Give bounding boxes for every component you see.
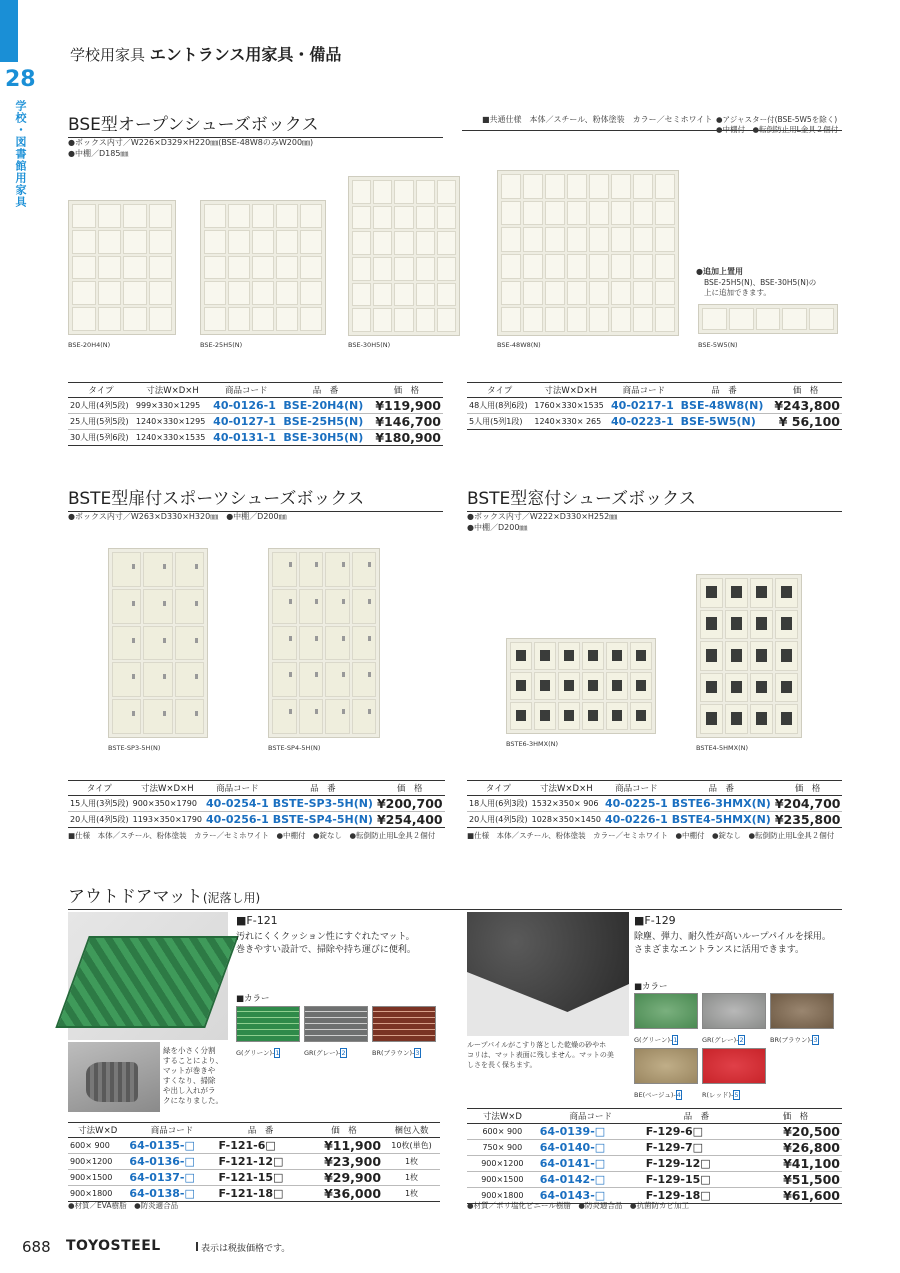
cell-type: 20人用(4列5段) — [467, 812, 530, 828]
cell-price: ¥29,900 — [305, 1170, 383, 1186]
swatch-label — [770, 1035, 819, 1044]
bse-table-left — [68, 382, 443, 446]
f121-color-label: ■カラー — [236, 994, 270, 1004]
cell-price: ¥180,900 — [370, 430, 443, 446]
cell-part: F-129-15□ — [644, 1172, 749, 1188]
f121-footer: ●材質／EVA樹脂 ●防炎適合品 — [68, 1201, 179, 1210]
cell-code: 40-0256-1 — [206, 813, 269, 826]
th: 価 格 — [773, 781, 843, 796]
side-category: 学校・図書館用家具 — [14, 100, 27, 208]
swatch-label-text: GR(グレー)- — [304, 1049, 341, 1057]
swatch-beige — [634, 1048, 698, 1084]
bste-win-spec: ■仕様 本体／スチール、粉体塗装 カラー／セミホワイト ●中棚付 ●錠なし ●転倒防止用L金具２個付 — [467, 831, 835, 840]
cell-price: ¥41,100 — [749, 1156, 842, 1172]
table-row — [68, 1154, 440, 1170]
header-title: エントランス用家具・備品 — [149, 45, 342, 64]
caption: BSE-25H5(N) — [200, 341, 243, 349]
note-line: マットが巻きや — [163, 1066, 216, 1075]
swatch-code: 3 — [415, 1049, 420, 1057]
th: 商品コード — [127, 1123, 216, 1138]
bste-sp-title: BSTE型扉付スポーツシューズボックス — [68, 484, 443, 512]
swatch-code: 1 — [275, 1049, 280, 1057]
cell-size: 1193×350×1790 — [131, 812, 204, 828]
th: 価 格 — [370, 383, 443, 398]
note-line: クになりました。 — [163, 1096, 223, 1105]
note-line: すくなり、掃除 — [163, 1076, 216, 1085]
side-tab-bar — [0, 0, 18, 62]
bse-5w5-image — [698, 304, 838, 334]
cell-part: BSE-48W8(N) — [679, 398, 770, 414]
cell-code: 64-0136-□ — [127, 1154, 216, 1170]
cell-pack: 10枚(単色) — [383, 1138, 440, 1154]
th: 寸法W×D×H — [134, 383, 211, 398]
bste-sp-table — [68, 780, 445, 828]
swatch-label — [634, 1090, 682, 1099]
swatch-label — [372, 1048, 421, 1057]
bar-icon — [196, 1242, 198, 1251]
f129-desc-1: 除塵、弾力、耐久性が高いループパイルを採用。 — [634, 932, 831, 942]
cell-code: 64-0141-□ — [538, 1156, 644, 1172]
bse-common-spec-1: ■共通仕様 本体／スチール、粉体塗装 カラー／セミホワイト — [482, 115, 713, 124]
note-line: や出し入れがラ — [163, 1086, 216, 1095]
cell-size: 750× 900 — [467, 1140, 538, 1156]
cell-size: 900×1800 — [68, 1186, 127, 1202]
bste-win-note1: ●ボックス内寸／W222×D330×H252㎜ — [467, 512, 618, 521]
th: 寸法W×D — [68, 1123, 127, 1138]
swatch-green — [236, 1006, 300, 1042]
cell-price: ¥61,600 — [749, 1188, 842, 1204]
cell-code: 64-0137-□ — [127, 1170, 216, 1186]
cell-code: 40-0254-1 — [206, 797, 269, 810]
th: 寸法W×D — [467, 1109, 538, 1124]
th: タイプ — [467, 383, 532, 398]
table-row — [467, 414, 842, 430]
bste6-3hmx-image — [506, 638, 656, 734]
black-loop-mat-shape — [467, 912, 629, 1012]
table-row — [68, 430, 443, 446]
page-number: 688 — [22, 1238, 51, 1256]
table-row — [467, 812, 842, 828]
mat-title — [68, 882, 842, 910]
cell-part: F-129-18□ — [644, 1188, 749, 1204]
cell-size: 1240×330× 265 — [532, 414, 609, 430]
mat-title-sub: (泥落し用) — [202, 891, 261, 905]
th: タイプ — [467, 781, 530, 796]
table-row — [467, 1140, 842, 1156]
table-header-row — [68, 1123, 440, 1138]
f129-desc-2: さまざまなエントランスに活用できます。 — [634, 945, 805, 955]
swatch-label — [634, 1035, 678, 1044]
cell-part: BSTE-SP3-5H(N) — [272, 797, 373, 810]
cell-type: 30人用(5列6段) — [68, 430, 134, 446]
f121-image — [68, 912, 228, 1040]
th: 商品コード — [211, 383, 281, 398]
cell-size: 900×1800 — [467, 1188, 538, 1204]
cell-code: 40-0226-1 — [605, 813, 668, 826]
th: 品 番 — [644, 1109, 749, 1124]
th: 品 番 — [679, 383, 770, 398]
caption: BSE-5W5(N) — [698, 341, 738, 349]
cell-size: 999×330×1295 — [134, 398, 211, 414]
th: 価 格 — [769, 383, 842, 398]
cell-price: ¥235,800 — [774, 812, 841, 827]
cell-size: 900×1200 — [467, 1156, 538, 1172]
th: 寸法W×D×H — [131, 781, 204, 796]
f129-image-note — [467, 1040, 614, 1070]
table-row — [467, 1172, 842, 1188]
cell-part: BSE-5W5(N) — [679, 414, 770, 430]
f121-roll-image — [68, 1042, 160, 1112]
caption: BSE-30H5(N) — [348, 341, 391, 349]
cell-type: 25人用(5列5段) — [68, 414, 134, 430]
cell-price: ¥23,900 — [305, 1154, 383, 1170]
swatch-label-text: BE(ベージュ)- — [634, 1091, 676, 1099]
th: 価 格 — [305, 1123, 383, 1138]
cell-size: 900×1500 — [467, 1172, 538, 1188]
cell-part: BSTE6-3HMX(N) — [671, 797, 771, 810]
cell-price: ¥254,400 — [376, 812, 443, 827]
th: 商品コード — [538, 1109, 644, 1124]
cell-price: ¥243,800 — [769, 398, 842, 414]
cell-size: 600× 900 — [68, 1138, 127, 1154]
table-row — [68, 812, 445, 828]
f121-table — [68, 1122, 440, 1202]
cell-type: 20人用(4列5段) — [68, 398, 134, 414]
cell-pack: 1枚 — [383, 1170, 440, 1186]
cell-part: BSTE-SP4-5H(N) — [272, 813, 373, 826]
bse-25h5-image — [200, 200, 326, 335]
cell-part: F-129-6□ — [644, 1124, 749, 1140]
th: 品 番 — [216, 1123, 304, 1138]
table-row — [467, 398, 842, 414]
table-header-row — [467, 1109, 842, 1124]
swatch-code: 1 — [673, 1036, 678, 1044]
brand-logo: TOYOSTEEL — [66, 1238, 161, 1254]
note-line: ループパイルがこすり落とした乾燥の砂やホ — [467, 1041, 607, 1049]
cell-size: 900×1200 — [68, 1154, 127, 1170]
bse-title: BSE型オープンシューズボックス — [68, 110, 443, 138]
table-row — [68, 1170, 440, 1186]
cell-code: 64-0140-□ — [538, 1140, 644, 1156]
bste-sp-note: ●ボックス内寸／W263×D330×H320㎜ ●中棚／D200㎜ — [68, 512, 287, 521]
swatch-red — [702, 1048, 766, 1084]
th: 価 格 — [749, 1109, 842, 1124]
swatch-label — [702, 1035, 745, 1044]
addon-text-1: BSE-25H5(N)、BSE-30H5(N)の — [704, 278, 817, 287]
cell-size: 600× 900 — [467, 1124, 538, 1140]
tax-note-text: 表示は税抜価格です。 — [201, 1244, 291, 1254]
bste-win-table — [467, 780, 842, 828]
th: 品 番 — [271, 781, 375, 796]
bse-table-right — [467, 382, 842, 430]
cell-size: 1532×350× 906 — [530, 796, 603, 812]
th: 商品コード — [609, 383, 679, 398]
swatch-gray — [702, 993, 766, 1029]
th: 品 番 — [670, 781, 773, 796]
cell-part: BSE-20H4(N) — [281, 398, 369, 414]
cell-part: F-121-18□ — [216, 1186, 304, 1202]
note-line: しさを長く保ちます。 — [467, 1061, 537, 1069]
page-header — [70, 42, 341, 65]
note-line: することにより、 — [163, 1056, 223, 1065]
cell-code: 40-0127-1 — [211, 414, 281, 430]
cell-price: ¥119,900 — [370, 398, 443, 414]
bse-note2: ●中棚／D185㎜ — [68, 149, 129, 158]
cell-size: 900×1500 — [68, 1170, 127, 1186]
bste4-5hmx-image — [696, 574, 802, 738]
cell-part: F-121-6□ — [216, 1138, 304, 1154]
swatch-code: 5 — [734, 1091, 739, 1099]
header-prefix: 学校用家具 — [70, 46, 146, 64]
swatch-gray — [304, 1006, 368, 1042]
cell-type: 20人用(4列5段) — [68, 812, 131, 828]
swatch-code: 4 — [676, 1091, 681, 1099]
addon-title: ●追加上置用 — [696, 267, 743, 276]
cell-part: F-121-12□ — [216, 1154, 304, 1170]
cell-part: BSE-30H5(N) — [281, 430, 369, 446]
bse-30h5-image — [348, 176, 460, 336]
f129-footer: ●材質／ポリ塩化ビニール樹脂 ●防炎適合品 ●抗菌防カビ加工 — [467, 1201, 689, 1210]
f129-table — [467, 1108, 842, 1204]
swatch-label — [702, 1090, 740, 1099]
note-line: 緑を小さく分割 — [163, 1046, 216, 1055]
cell-size: 1760×330×1535 — [532, 398, 609, 414]
cell-part: F-129-12□ — [644, 1156, 749, 1172]
cell-price: ¥36,000 — [305, 1186, 383, 1202]
cell-code: 64-0138-□ — [127, 1186, 216, 1202]
cell-size: 1240×330×1535 — [134, 430, 211, 446]
green-mat-shape — [55, 936, 238, 1028]
table-header-row — [467, 383, 842, 398]
th: 価 格 — [375, 781, 445, 796]
cell-price: ¥ 56,100 — [769, 414, 842, 430]
cell-code: 64-0139-□ — [538, 1124, 644, 1140]
cell-code: 40-0126-1 — [211, 398, 281, 414]
th: 品 番 — [281, 383, 369, 398]
section-number: 28 — [5, 67, 36, 92]
swatch-green — [634, 993, 698, 1029]
table-row — [68, 414, 443, 430]
swatch-label-text: BR(ブラウン)- — [770, 1036, 813, 1044]
swatch-label-text: G(グリーン)- — [236, 1049, 275, 1057]
swatch-code: 3 — [813, 1036, 818, 1044]
cell-price: ¥20,500 — [749, 1124, 842, 1140]
cell-pack: 1枚 — [383, 1154, 440, 1170]
swatch-brown — [372, 1006, 436, 1042]
cell-price: ¥200,700 — [376, 796, 443, 811]
cell-part: F-129-7□ — [644, 1140, 749, 1156]
cell-type: 5人用(5列1段) — [467, 414, 532, 430]
cell-price: ¥11,900 — [305, 1138, 383, 1154]
table-row — [68, 1138, 440, 1154]
bse-common-spec-3: ●中棚付 ●転倒防止用L金具２個付 — [716, 125, 839, 134]
bse-common-spec-2: ●アジャスター付(BSE-5W5を除く) — [716, 115, 838, 124]
cell-price: ¥51,500 — [749, 1172, 842, 1188]
cell-code: 64-0142-□ — [538, 1172, 644, 1188]
table-row — [68, 796, 445, 812]
th: 梱包入数 — [383, 1123, 440, 1138]
bse-note1: ●ボックス内寸／W226×D329×H220㎜(BSE-48W8のみW200㎜) — [68, 138, 314, 147]
cell-code: 40-0131-1 — [211, 430, 281, 446]
bste-win-note2: ●中棚／D200㎜ — [467, 523, 528, 532]
f129-model: ■F-129 — [634, 914, 676, 927]
cell-price: ¥146,700 — [370, 414, 443, 430]
note-line: コリは、マット表面に残しません。マットの美 — [467, 1051, 614, 1059]
cell-code: 64-0135-□ — [127, 1138, 216, 1154]
th: 寸法W×D×H — [532, 383, 609, 398]
f121-model: ■F-121 — [236, 914, 278, 927]
bste-sp-spec: ■仕様 本体／スチール、粉体塗装 カラー／セミホワイト ●中棚付 ●錠なし ●転倒防止用L金具２個付 — [68, 831, 436, 840]
swatch-label — [236, 1048, 280, 1057]
cell-pack: 1枚 — [383, 1186, 440, 1202]
cell-part: BSE-25H5(N) — [281, 414, 369, 430]
caption: BSE-48W8(N) — [497, 341, 541, 349]
f129-image — [467, 912, 629, 1036]
swatch-label-text: BR(ブラウン)- — [372, 1049, 415, 1057]
bse-48w8-image — [497, 170, 679, 336]
swatch-label-text: R(レッド)- — [702, 1091, 734, 1099]
table-row — [467, 1156, 842, 1172]
th: 商品コード — [603, 781, 670, 796]
swatch-code: 2 — [739, 1036, 744, 1044]
f129-color-label: ■カラー — [634, 982, 668, 992]
mat-title-main: アウトドアマット — [68, 887, 203, 907]
caption: BSTE-SP3-5H(N) — [108, 744, 161, 752]
cell-part: BSTE4-5HMX(N) — [671, 813, 771, 826]
swatch-label-text: GR(グレー)- — [702, 1036, 739, 1044]
cell-part: F-121-15□ — [216, 1170, 304, 1186]
caption: BSTE6-3HMX(N) — [506, 740, 559, 748]
cell-price: ¥26,800 — [749, 1140, 842, 1156]
th: 寸法W×D×H — [530, 781, 603, 796]
cell-code: 64-0143-□ — [538, 1188, 644, 1204]
caption: BSE-20H4(N) — [68, 341, 111, 349]
cell-type: 48人用(8列6段) — [467, 398, 532, 414]
cell-code: 40-0223-1 — [609, 414, 679, 430]
caption: BSTE-SP4-5H(N) — [268, 744, 321, 752]
caption: BSTE4-5HMX(N) — [696, 744, 749, 752]
tax-note — [196, 1241, 290, 1254]
cell-type: 18人用(6列3段) — [467, 796, 530, 812]
swatch-label — [304, 1048, 347, 1057]
bste-sp4-image — [268, 548, 380, 738]
cell-code: 40-0217-1 — [609, 398, 679, 414]
bse-20h4-image — [68, 200, 176, 335]
table-row — [467, 1124, 842, 1140]
rolled-mat-shape — [86, 1062, 138, 1102]
th: タイプ — [68, 383, 134, 398]
f121-desc-2: 巻きやすい設計で、掃除や持ち運びに便利。 — [236, 945, 416, 955]
bste-sp3-image — [108, 548, 208, 738]
cell-size: 1240×330×1295 — [134, 414, 211, 430]
table-row — [467, 796, 842, 812]
table-header-row — [68, 383, 443, 398]
cell-type: 15人用(3列5段) — [68, 796, 131, 812]
swatch-code: 2 — [341, 1049, 346, 1057]
cell-code: 40-0225-1 — [605, 797, 668, 810]
table-header-row — [467, 781, 842, 796]
cell-size: 900×350×1790 — [131, 796, 204, 812]
th: 商品コード — [204, 781, 271, 796]
swatch-brown — [770, 993, 834, 1029]
bste-win-title: BSTE型窓付シューズボックス — [467, 484, 842, 512]
table-header-row — [68, 781, 445, 796]
th: タイプ — [68, 781, 131, 796]
cell-price: ¥204,700 — [774, 796, 841, 811]
addon-text-2: 上に追加できます。 — [704, 288, 771, 297]
f121-desc-1: 汚れにくくクッション性にすぐれたマット。 — [236, 932, 415, 942]
swatch-label-text: G(グリーン)- — [634, 1036, 673, 1044]
f121-sample-note — [163, 1046, 223, 1106]
table-row — [68, 398, 443, 414]
cell-size: 1028×350×1450 — [530, 812, 603, 828]
